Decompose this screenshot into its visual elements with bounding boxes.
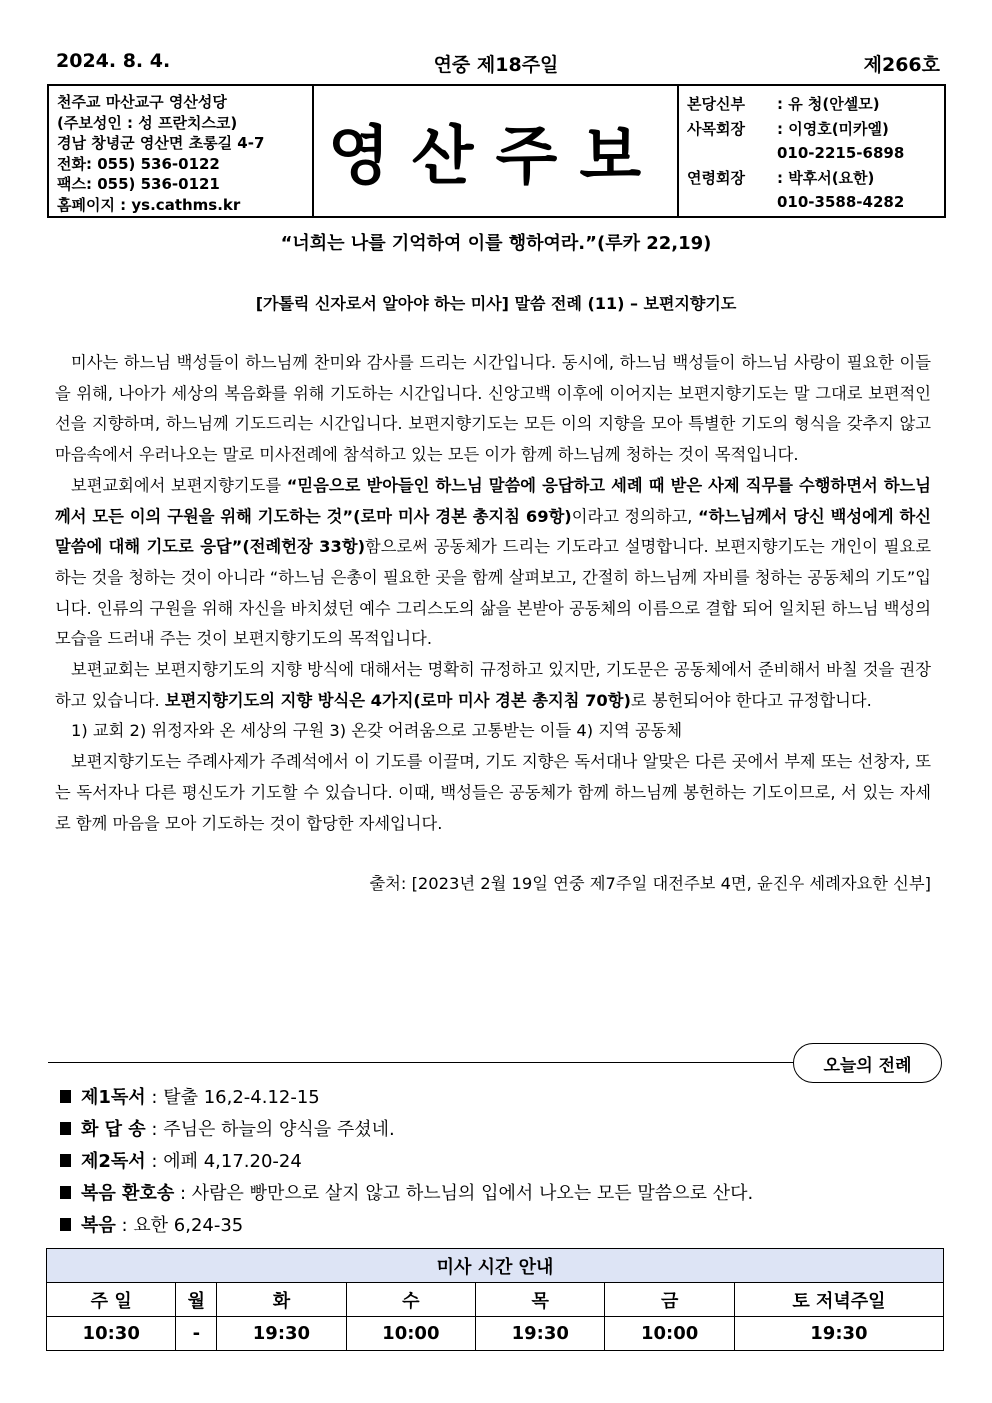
section-divider	[48, 1062, 794, 1063]
staff-value: : 이영호(미카엘)	[777, 119, 889, 138]
reading-label: 제1독서	[81, 1087, 146, 1108]
parish-info	[49, 86, 314, 216]
staff-label: 연령회장	[687, 168, 745, 187]
phone: 전화: 055) 536-0122	[57, 154, 220, 173]
masthead	[47, 84, 946, 218]
article-title: [가톨릭 신자로서 알아야 하는 미사] 말씀 전례 (11) – 보편지향기도	[255, 294, 737, 313]
day-header: 토 저녁주일	[734, 1283, 943, 1317]
todays-liturgy-badge: 오늘의 전례	[793, 1043, 942, 1083]
reading-text: : 에페 4,17.20-24	[145, 1151, 302, 1172]
issue-date: 2024. 8. 4.	[56, 50, 171, 72]
reading-label: 제2독서	[81, 1151, 146, 1172]
staff-row	[687, 92, 944, 117]
emphasized-text: “믿음으로 받아들인 하느님 말씀에 응답하고 세례 때 받은 사제 직무를 수행하면서 하느님께서 모든 이의 구원을 위해 기도하는 것”(로마 미사 경본 총지침 69항)	[55, 475, 931, 526]
emphasized-text: “하느님께서 당신 백성에게 하신 말씀에 대해 기도로 응답”(전례헌장 33항)	[55, 506, 931, 557]
paragraph-text: 미사는 하느님 백성들이 하느님께 찬미와 감사를 드리는 시간입니다. 동시에, 하느님 백성들이 하느님 사랑이 필요한 이들을 위해, 나아가 세상의 복음화를 위해 기도하는 시간입니다. 신앙고백 이후에 이어지는 보편지향기도는 말 그대로 보편적인 선을 지향하며, 하느님께 기도드리는 시간입니다. 보편지향기도는 모든 이의 지향을 모아 특별한 기도의 형식을 갖추지 않고 마음속에서 우러나오는 말로 미사전례에 참석하고 있는 모든 이가 함께 하느님께 청하는 것이 목적입니다.	[55, 353, 931, 465]
staff-info	[679, 86, 944, 216]
article-paragraph	[55, 471, 931, 655]
times-row	[47, 1317, 944, 1351]
staff-label: 사목회장	[687, 119, 745, 138]
staff-phone: 010-2215-6898	[777, 144, 905, 162]
parish-name: 천주교 마산교구 영산성당	[57, 93, 227, 111]
mass-times-title: 미사 시간 안내	[47, 1249, 944, 1283]
day-header: 주 일	[47, 1283, 176, 1317]
article-body	[55, 348, 931, 900]
reading-text: : 요한 6,24-35	[115, 1215, 244, 1236]
square-bullet-icon	[60, 1122, 71, 1135]
reading-item	[60, 1146, 753, 1178]
staff-row	[687, 117, 944, 142]
square-bullet-icon	[60, 1186, 71, 1199]
issue-number: 제266호	[863, 54, 940, 76]
scripture-quote: “너희는 나를 기억하여 이를 행하여라.”(루카 22,19)	[280, 233, 712, 254]
reading-text: : 탈출 16,2-4.12-15	[145, 1087, 320, 1108]
liturgical-sunday: 연중 제18주일	[433, 54, 559, 76]
reading-item	[60, 1114, 753, 1146]
paragraph-text: 함으로써 공동체가 드리는 기도라고 설명합니다. 보편지향기도는 개인이 필요로 하는 것을 청하는 것이 아니라 “하느님 은총이 필요한 곳을 함께 살펴보고, 간절히 하느님께 자비를 청하는 공동체의 기도”입니다. 인류의 구원을 위해 자신을 바치셨던 예수 그리스도의 삶을 본받아 공동체의 이름으로 결합 되어 일치된 하느님 백성의 모습을 드러내 주는 것이 보편지향기도의 목적입니다.	[55, 537, 931, 649]
patron-saint: (주보성인 : 성 프란치스코)	[57, 113, 238, 132]
article-source: 출처: [2023년 2월 19일 연중 제7주일 대전주보 4면, 윤진우 세례자요한 신부]	[369, 874, 931, 894]
homepage: 홈페이지 : ys.cathms.kr	[57, 195, 241, 214]
article-paragraph	[55, 348, 931, 471]
mass-time: 10:00	[346, 1317, 475, 1351]
mass-times-table	[46, 1248, 944, 1351]
square-bullet-icon	[60, 1154, 71, 1167]
fax: 팩스: 055) 536-0121	[57, 175, 220, 193]
staff-value: : 박후서(요한)	[777, 168, 875, 187]
readings-list	[60, 1082, 753, 1242]
square-bullet-icon	[60, 1218, 71, 1231]
mass-time: 19:30	[217, 1317, 346, 1351]
mass-time: -	[176, 1317, 217, 1351]
article-paragraph	[55, 747, 931, 839]
days-row	[47, 1283, 944, 1317]
address: 경남 창녕군 영산면 초롱길 4-7	[57, 134, 265, 152]
paragraph-text: 1) 교회 2) 위정자와 온 세상의 구원 3) 온갖 어려움으로 고통받는 이들 4) 지역 공동체	[71, 721, 683, 741]
reading-label: 복음	[81, 1215, 116, 1236]
paragraph-text: 로 봉헌되어야 한다고 규정합니다.	[630, 690, 872, 710]
reading-label: 화 답 송	[81, 1119, 146, 1140]
day-header: 수	[346, 1283, 475, 1317]
day-header: 화	[217, 1283, 346, 1317]
article-paragraph	[55, 716, 931, 747]
reading-text: : 사람은 빵만으로 살지 않고 하느님의 입에서 나오는 모든 말씀으로 산다.	[174, 1183, 754, 1204]
staff-phone: 010-3588-4282	[777, 193, 905, 211]
staff-value: : 유 청(안셀모)	[777, 95, 880, 113]
reading-item	[60, 1178, 753, 1210]
paragraph-text: 보편교회에서 보편지향기도를	[71, 475, 287, 495]
staff-label: 본당신부	[687, 95, 745, 113]
paragraph-text: 이라고 정의하고,	[571, 506, 698, 526]
day-header: 목	[476, 1283, 605, 1317]
mass-time: 19:30	[476, 1317, 605, 1351]
bulletin-title: 영산주보	[314, 86, 679, 216]
day-header: 월	[176, 1283, 217, 1317]
mass-time: 10:30	[47, 1317, 176, 1351]
emphasized-text: 보편지향기도의 지향 방식은 4가지(로마 미사 경본 총지침 70항)	[164, 690, 631, 710]
reading-item	[60, 1082, 753, 1114]
reading-item	[60, 1210, 753, 1242]
mass-time: 10:00	[605, 1317, 734, 1351]
paragraph-text: 보편교회는 보편지향기도의 지향 방식에 대해서는 명확히 규정하고 있지만, 기도문은 공동체에서 준비해서 바칠 것을 권장하고 있습니다.	[55, 660, 931, 710]
paragraph-text: 보편지향기도는 주례사제가 주례석에서 이 기도를 이끌며, 기도 지향은 독서대나 알맞은 다른 곳에서 부제 또는 선창자, 또는 독서자나 다른 평신도가 기도할 수 있습니다. 이때, 백성들은 공동체가 함께 하느님께 봉헌하는 기도이므로, 서 있는 자세로 함께 마음을 모아 기도하는 것이 합당한 자세입니다.	[55, 752, 931, 833]
reading-label: 복음 환호송	[81, 1183, 175, 1204]
square-bullet-icon	[60, 1090, 71, 1103]
reading-text: : 주님은 하늘의 양식을 주셨네.	[145, 1119, 395, 1140]
staff-row	[687, 166, 944, 191]
day-header: 금	[605, 1283, 734, 1317]
mass-time: 19:30	[734, 1317, 943, 1351]
article-paragraph	[55, 655, 931, 716]
